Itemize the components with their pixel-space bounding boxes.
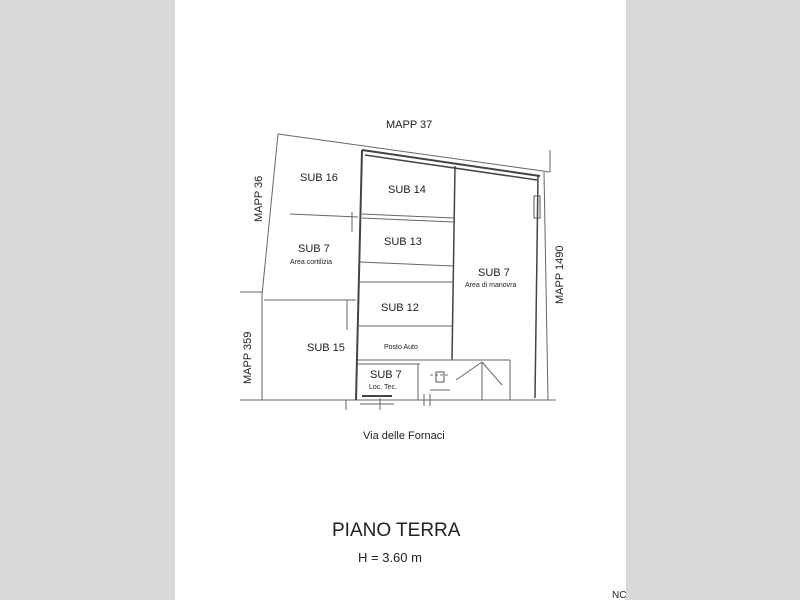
unit-label-sub7-court: SUB 7 bbox=[298, 243, 330, 255]
unit-label-posto-auto: Posto Auto bbox=[384, 344, 418, 351]
unit-label-sub14: SUB 14 bbox=[388, 184, 426, 196]
ramp-area bbox=[430, 360, 510, 400]
neighbor-label-right: MAPP 1490 bbox=[554, 245, 566, 304]
unit-desc-sub7-tech: Loc. Tec. bbox=[369, 384, 397, 391]
building-walls bbox=[356, 150, 540, 400]
corner-text: NC bbox=[612, 590, 627, 600]
neighbor-label-top: MAPP 37 bbox=[386, 119, 433, 131]
neighbor-label-left-lower: MAPP 359 bbox=[242, 331, 254, 384]
unit-label-sub12: SUB 12 bbox=[381, 302, 419, 314]
unit-label-sub7-maneuver: SUB 7 bbox=[478, 267, 510, 279]
street-edge bbox=[346, 394, 430, 410]
floor-title: PIANO TERRA bbox=[332, 520, 461, 541]
floor-height: H = 3.60 m bbox=[358, 550, 422, 565]
unit-desc-sub7-court: Area cortilizia bbox=[290, 259, 333, 266]
neighbor-label-left-upper: MAPP 36 bbox=[253, 175, 265, 222]
unit-label-sub15: SUB 15 bbox=[307, 342, 345, 354]
unit-label-sub16: SUB 16 bbox=[300, 172, 338, 184]
unit-label-sub7-tech: SUB 7 bbox=[370, 369, 402, 381]
unit-label-sub13: SUB 13 bbox=[384, 236, 422, 248]
unit-desc-sub7-maneuver: Area di manovra bbox=[465, 282, 517, 289]
street-label: Via delle Fornaci bbox=[363, 430, 445, 442]
